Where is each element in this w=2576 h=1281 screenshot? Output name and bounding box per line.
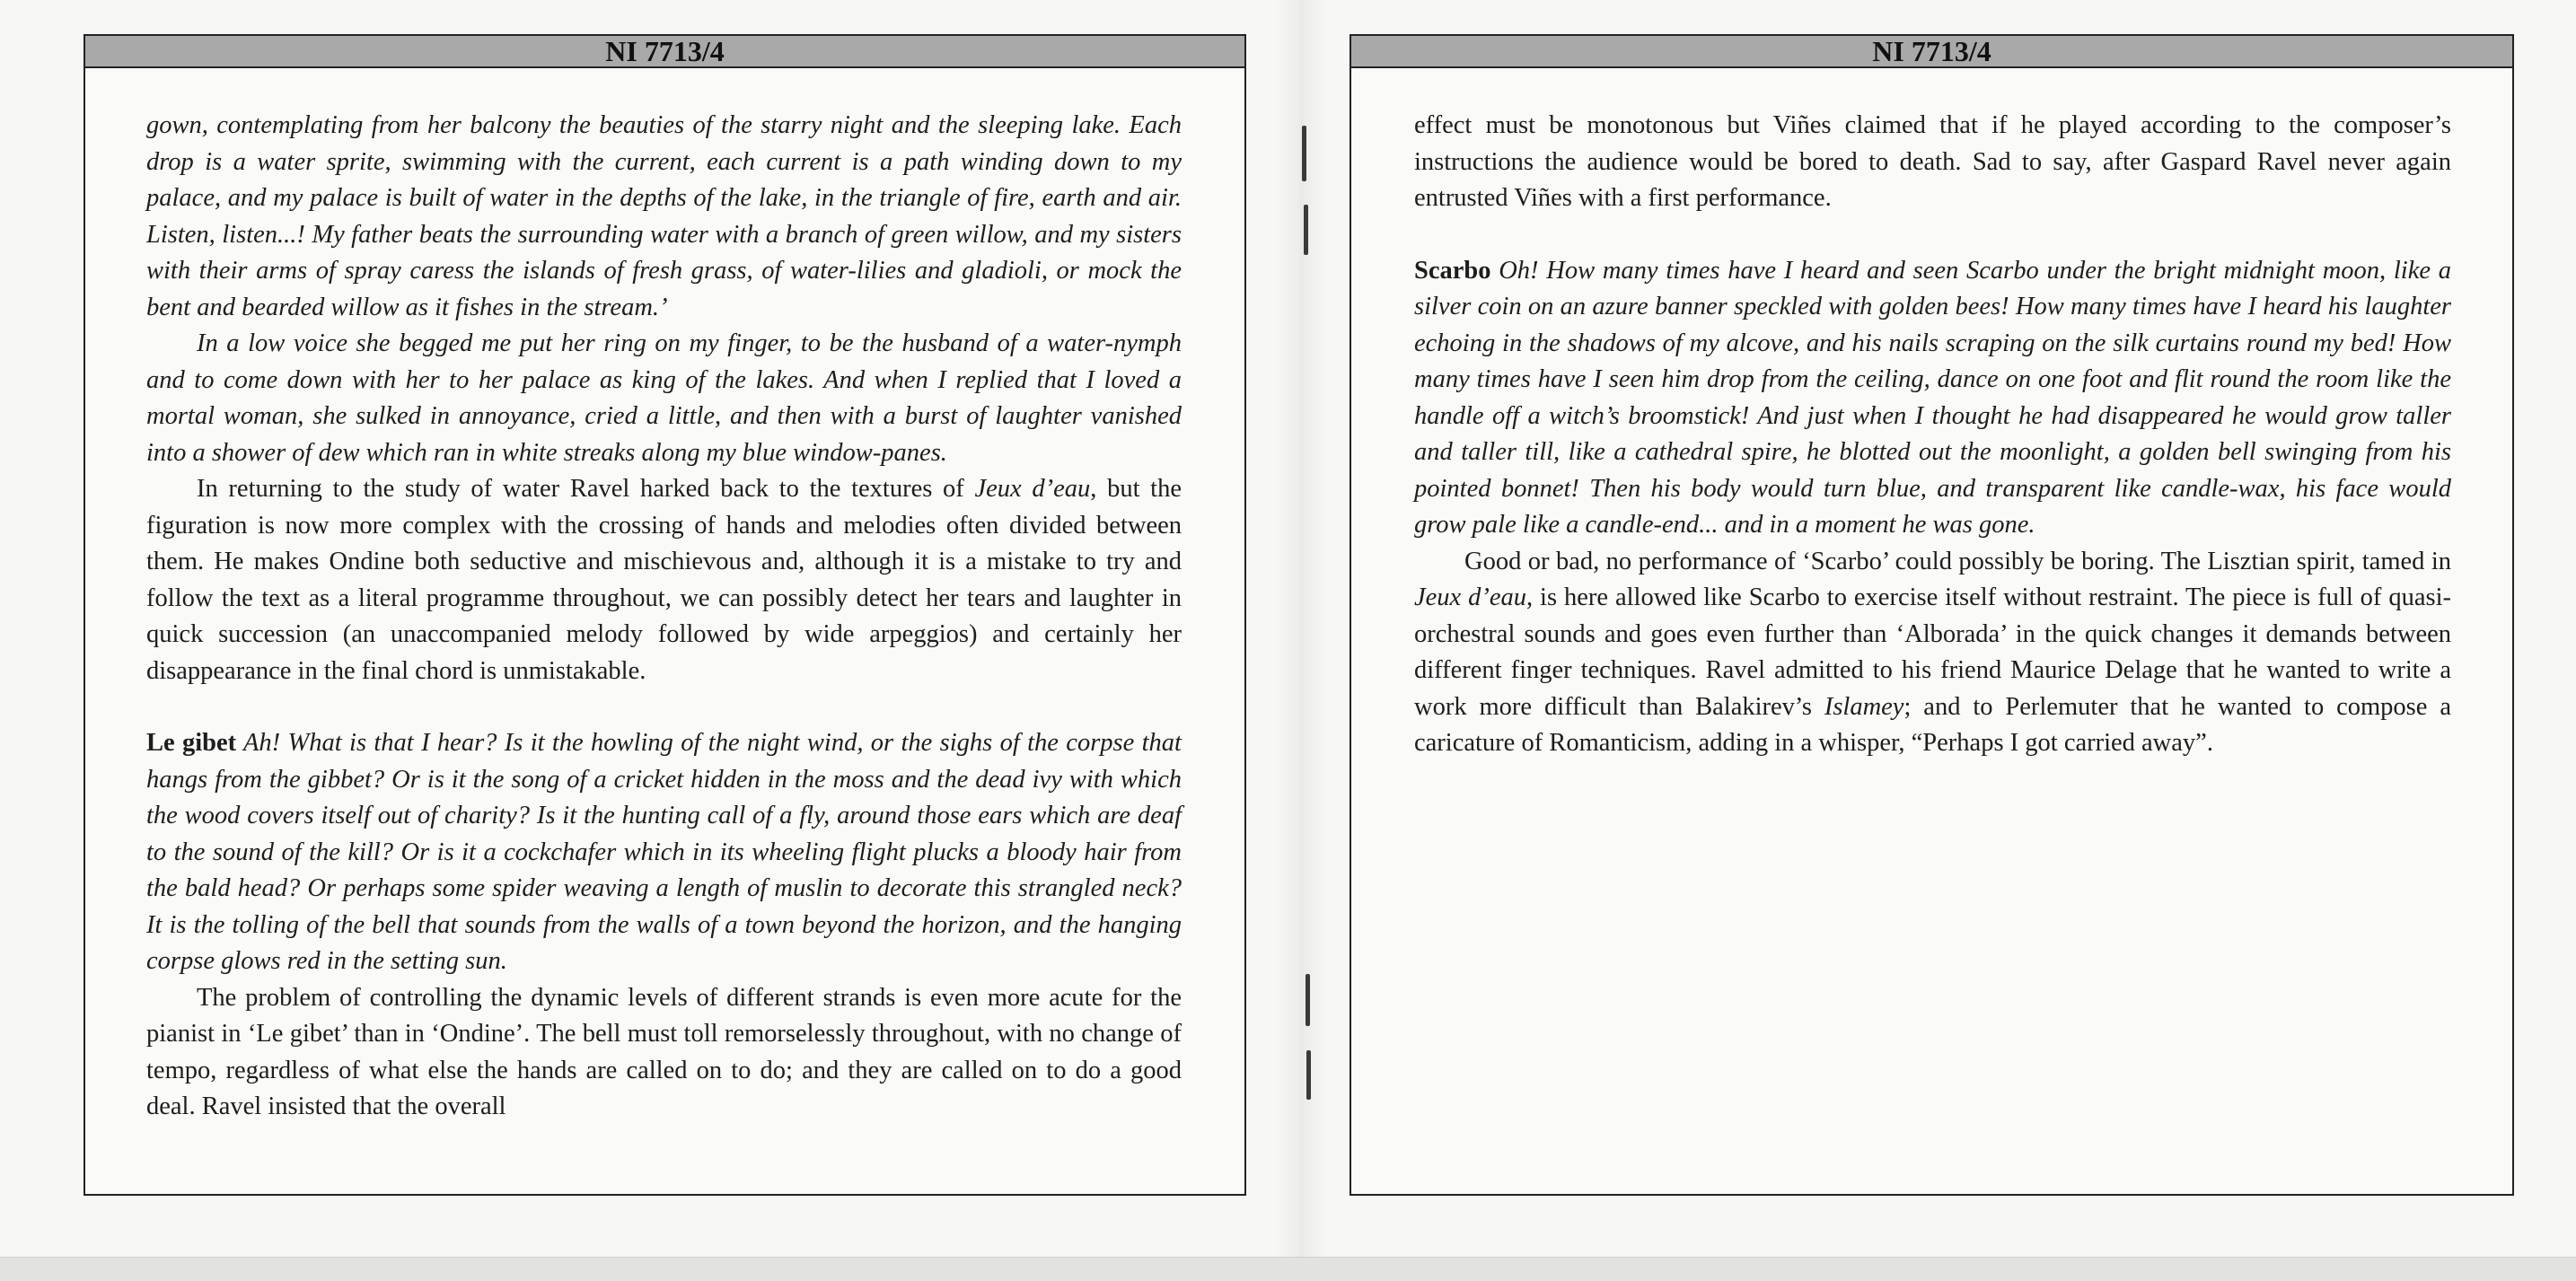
paragraph: Scarbo Oh! How many times have I heard and seen Scarbo under the bright midnight moon, like a silver coin on an azure banner speckled with golden bees! How many times have I heard his laughter echoing in the shadows of my alcove, and his nails scraping on the silk curtains round my bed! How many times have I seen him drop from the ceiling, dance on one foot and flit round the room like the handle off a witch’s broomstick! And just when I thought he had disappeared he would grow taller and taller till, like a cathedral spire, he blotted out the moonlight, a golden bell swinging from his pointed bonnet! Then his body would turn blue, and transparent like candle-wax, his face would grow pale like a candle-end... and in a moment he was gone. <box>1414 256 2451 539</box>
work-title: Jeux d’eau <box>1414 583 1527 611</box>
section-heading: Le gibet <box>146 729 237 757</box>
paragraph: The problem of controlling the dynamic levels of different strands is even more acute for the pianist in ‘Le gibet’ than in ‘Ondine’. The bell must toll remorselessly throughout, with no change of tempo, regardless of what else the hands are called on to do; and they are called on to do a good deal. Ravel insisted that the overall <box>146 983 1182 1120</box>
staple-bottom-2 <box>1306 1050 1311 1100</box>
staple-top-1 <box>1302 126 1306 181</box>
paragraph: In returning to the study of water Ravel harked back to the textures of Jeux d’eau, but the figuration is now more complex with the crossing of hands and melodies often divided between them. He makes Ondine both seductive and mischievous and, although it is a mistake to try and follow the text as a literal programme throughout, we can possibly detect her tears and laughter in quick succession (an unaccompanied melody followed by wide arpeggios) and certainly her disappearance in the final chord is unmistakable. <box>146 475 1182 685</box>
left-page <box>84 34 1246 1196</box>
work-title: Islamey <box>1824 692 1904 721</box>
paragraph: Le gibet Ah! What is that I hear? Is it the howling of the night wind, or the sighs of the corpse that hangs from the gibbet? Or is it the song of a cricket hidden in the moss and the dead ivy with which the wood covers itself out of charity? Is it the hunting call of a fly, around those ears which are deaf to the sound of the kill? Or is it a cockchafer which in its wheeling flight plucks a bloody hair from the bald head? Or perhaps some spider weaving a length of muslin to decorate this strangled neck? It is the tolling of the bell that sounds from the walls of a town beyond the horizon, and the hanging corpse glows red in the setting sun. <box>146 729 1182 975</box>
right-page-body <box>1351 68 2512 762</box>
right-page <box>1350 34 2514 1196</box>
paragraph: Good or bad, no performance of ‘Scarbo’ could possibly be boring. The Lisztian spirit, tamed in Jeux d’eau, is here allowed like Scarbo to exercise itself without restraint. The piece is full of quasi-orchestral sounds and goes even further than ‘Alborada’ in the quick changes it demands between different finger techniques. Ravel admitted to his friend Maurice Delage that he wanted to write a work more difficult than Balakirev’s Islamey; and to Perlemuter that he wanted to compose a caricature of Romanticism, adding in a whisper, “Perhaps I got carried away”. <box>1414 547 2451 757</box>
right-page-header: NI 7713/4 <box>1351 36 2512 68</box>
staple-bottom-1 <box>1306 974 1310 1026</box>
paragraph: In a low voice she begged me put her ring on my finger, to be the husband of a water-nymph and to come down with her to her palace as king of the lakes. And when I replied that I loved a mortal woman, she sulked in annoyance, cried a little, and then with a burst of laughter vanished into a shower of dew which ran in white streaks along my blue window-panes. <box>146 329 1182 467</box>
paragraph: gown, contemplating from her balcony the beauties of the starry night and the sleeping lake. Each drop is a water sprite, swimming with the current, each current is a path winding down to my palace, and my palace is built of water in the depths of the lake, in the triangle of fire, earth and air. Listen, listen...! My father beats the surrounding water with a branch of green willow, and my sisters with their arms of spray caress the islands of fresh grass, of water-lilies and gladioli, or mock the bent and bearded willow as it fishes in the stream.’ <box>146 111 1182 321</box>
paragraph: effect must be monotonous but Viñes claimed that if he played according to the composer’s instructions the audience would be bored to death. Sad to say, after Gaspard Ravel never again entrusted Viñes with a first performance. <box>1414 111 2451 212</box>
left-page-body <box>85 68 1244 1126</box>
center-fold <box>1275 0 1329 1257</box>
left-page-header: NI 7713/4 <box>85 36 1244 68</box>
section-heading: Scarbo <box>1414 256 1491 285</box>
scan-bottom-edge <box>0 1257 2576 1281</box>
staple-top-2 <box>1304 205 1308 255</box>
work-title: Jeux d’eau <box>974 475 1091 503</box>
